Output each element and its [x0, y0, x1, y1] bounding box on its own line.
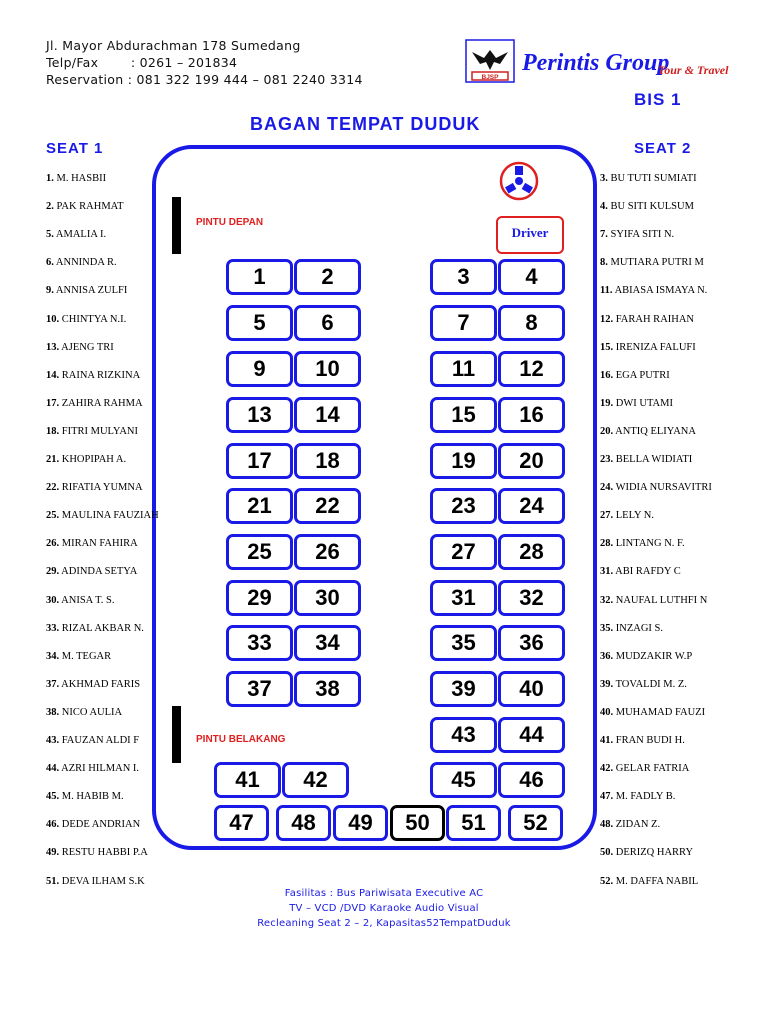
passenger-seat-number: 14. — [46, 369, 60, 381]
passenger-name: RESTU HABBI P.A — [61, 847, 148, 859]
seat-2[interactable]: 2 — [294, 259, 361, 295]
passenger-seat-number: 43. — [46, 735, 60, 746]
left-passenger-row — [46, 819, 140, 830]
passenger-seat-number: 6. — [46, 257, 54, 269]
right-passenger-row — [600, 370, 670, 381]
page-title: BAGAN TEMPAT DUDUK — [250, 114, 481, 134]
passenger-name: DEDE ANDRIAN — [61, 819, 141, 831]
seat-15[interactable]: 15 — [430, 397, 497, 433]
passenger-name: IRENIZA FALUFI — [615, 341, 696, 353]
seat-19[interactable]: 19 — [430, 443, 497, 479]
passenger-seat-number: 22. — [46, 482, 60, 494]
passenger-seat-number: 16. — [600, 369, 614, 381]
passenger-seat-number: 23. — [600, 454, 614, 465]
address-line: Jl. Mayor Abdurachman 178 Sumedang — [46, 38, 301, 53]
right-passenger-row — [600, 707, 705, 718]
passenger-seat-number: 13. — [46, 341, 60, 353]
right-passenger-row — [600, 791, 675, 802]
right-passenger-row — [600, 201, 694, 212]
passenger-name: AJENG TRI — [61, 341, 114, 353]
seat-16[interactable]: 16 — [498, 397, 565, 433]
seat-35[interactable]: 35 — [430, 625, 497, 661]
right-passenger-row — [600, 876, 698, 887]
front-door — [172, 197, 181, 254]
left-passenger-row — [46, 651, 111, 662]
passenger-seat-number: 24. — [600, 482, 614, 494]
right-passenger-row — [600, 679, 687, 690]
left-passenger-row — [46, 847, 148, 858]
right-passenger-row — [600, 735, 685, 746]
seat-14[interactable]: 14 — [294, 397, 361, 433]
steering-wheel-icon — [498, 160, 540, 202]
passenger-name: TOVALDI M. Z. — [615, 678, 687, 690]
passenger-seat-number: 31. — [600, 566, 614, 578]
passenger-name: RIFATIA YUMNA — [61, 482, 143, 494]
passenger-seat-number: 42. — [600, 763, 614, 775]
left-passenger-row — [46, 595, 114, 606]
seat-3[interactable]: 3 — [430, 259, 497, 295]
seat-header-right: SEAT 2 — [634, 140, 692, 157]
passenger-seat-number: 52. — [600, 875, 614, 887]
seat-6[interactable]: 6 — [294, 305, 361, 341]
left-passenger-row — [46, 370, 140, 381]
seat-28[interactable]: 28 — [498, 534, 565, 570]
passenger-seat-number: 44. — [46, 763, 60, 775]
passenger-name: M. HASBII — [56, 173, 107, 184]
left-passenger-row — [46, 173, 106, 184]
passenger-seat-number: 48. — [600, 819, 614, 831]
passenger-name: PAK RAHMAT — [56, 201, 124, 213]
passenger-name: FITRI MULYANI — [61, 425, 138, 437]
driver-seat[interactable]: Driver — [496, 216, 564, 254]
seat-18[interactable]: 18 — [294, 443, 361, 479]
passenger-seat-number: 46. — [46, 819, 60, 831]
seat-22[interactable]: 22 — [294, 488, 361, 524]
right-passenger-row — [600, 819, 660, 830]
left-passenger-row — [46, 735, 139, 746]
seat-34[interactable]: 34 — [294, 625, 361, 661]
passenger-seat-number: 47. — [600, 791, 614, 803]
passenger-seat-number: 32. — [600, 594, 614, 606]
seat-10[interactable]: 10 — [294, 351, 361, 387]
passenger-seat-number: 41. — [600, 735, 614, 746]
passenger-name: FARAH RAIHAN — [615, 313, 695, 325]
passenger-seat-number: 37. — [46, 678, 60, 690]
left-passenger-row — [46, 285, 127, 296]
left-passenger-row — [46, 314, 126, 325]
passenger-name: KHOPIPAH A. — [61, 454, 127, 465]
seat-51[interactable]: 51 — [446, 805, 501, 841]
passenger-seat-number: 19. — [600, 397, 614, 409]
logo-badge-text: BJSP — [481, 74, 499, 81]
seat-49[interactable]: 49 — [333, 805, 388, 841]
left-passenger-row — [46, 623, 144, 634]
seat-36[interactable]: 36 — [498, 625, 565, 661]
seat-38[interactable]: 38 — [294, 671, 361, 707]
right-passenger-row — [600, 314, 694, 325]
passenger-seat-number: 17. — [46, 397, 60, 409]
right-passenger-row — [600, 623, 663, 634]
seat-45[interactable]: 45 — [430, 762, 497, 798]
footer-capacity: Recleaning Seat 2 – 2, Kapasitas52TempatDuduk — [257, 918, 511, 929]
passenger-seat-number: 45. — [46, 791, 60, 803]
passenger-name: MUDZAKIR W.P — [615, 650, 693, 662]
left-passenger-row — [46, 791, 124, 802]
passenger-name: NAUFAL LUTHFI N — [615, 594, 708, 606]
passenger-name: ABI RAFDY C — [615, 566, 681, 578]
left-passenger-row — [46, 482, 143, 493]
passenger-name: MAULINA FAUZIAH — [61, 510, 159, 522]
seat-47[interactable]: 47 — [214, 805, 269, 841]
passenger-seat-number: 3. — [600, 173, 608, 184]
left-passenger-row — [46, 257, 117, 268]
passenger-seat-number: 26. — [46, 538, 60, 550]
passenger-name: DWI UTAMI — [615, 397, 673, 409]
seat-21[interactable]: 21 — [226, 488, 293, 524]
seat-50[interactable]: 50 — [390, 805, 445, 841]
passenger-name: CHINTYA N.I. — [61, 313, 127, 325]
telp-label: Telp/Fax — [46, 55, 99, 70]
logo-brand: Perintis Group — [522, 50, 670, 76]
reservation-line: Reservation : 081 322 199 444 – 081 2240 3314 — [46, 72, 363, 87]
passenger-seat-number: 35. — [600, 622, 614, 634]
left-passenger-row — [46, 342, 114, 353]
left-passenger-row — [46, 679, 140, 690]
right-passenger-row — [600, 482, 712, 493]
telp-value: : 0261 – 201834 — [130, 55, 238, 70]
seat-31[interactable]: 31 — [430, 580, 497, 616]
seat-30[interactable]: 30 — [294, 580, 361, 616]
passenger-name: M. DAFFA NABIL — [615, 875, 699, 887]
passenger-name: ADINDA SETYA — [61, 566, 138, 578]
passenger-seat-number: 21. — [46, 454, 60, 465]
right-passenger-row — [600, 510, 654, 521]
left-passenger-row — [46, 201, 124, 212]
passenger-name: LINTANG N. F. — [615, 538, 685, 550]
left-passenger-row — [46, 538, 138, 549]
seat-5[interactable]: 5 — [226, 305, 293, 341]
passenger-name: WIDIA NURSAVITRI — [615, 482, 712, 494]
passenger-name: M. FADLY B. — [615, 791, 676, 803]
passenger-name: MIRAN FAHIRA — [61, 538, 138, 550]
passenger-name: RAINA RIZKINA — [61, 369, 141, 381]
seat-25[interactable]: 25 — [226, 534, 293, 570]
seat-37[interactable]: 37 — [226, 671, 293, 707]
seat-17[interactable]: 17 — [226, 443, 293, 479]
passenger-seat-number: 18. — [46, 425, 60, 437]
passenger-seat-number: 51. — [46, 875, 60, 887]
passenger-name: ABIASA ISMAYA N. — [614, 285, 708, 297]
right-passenger-row — [600, 342, 696, 353]
right-passenger-row — [600, 595, 707, 606]
passenger-name: INZAGI S. — [615, 622, 663, 634]
left-passenger-row — [46, 510, 159, 521]
passenger-name: ZIDAN Z. — [615, 819, 661, 831]
seat-40[interactable]: 40 — [498, 671, 565, 707]
seat-46[interactable]: 46 — [498, 762, 565, 798]
passenger-name: ANNINDA R. — [55, 257, 117, 269]
passenger-seat-number: 49. — [46, 847, 60, 859]
passenger-name: NICO AULIA — [61, 706, 123, 718]
passenger-name: MUHAMAD FAUZI — [615, 706, 706, 718]
seat-24[interactable]: 24 — [498, 488, 565, 524]
passenger-name: ANISA T. S. — [61, 594, 115, 606]
seat-11[interactable]: 11 — [430, 351, 497, 387]
passenger-name: LELY N. — [615, 510, 654, 522]
passenger-seat-number: 27. — [600, 510, 614, 522]
passenger-seat-number: 29. — [46, 566, 60, 578]
right-passenger-row — [600, 398, 673, 409]
passenger-name: M. TEGAR — [61, 650, 112, 662]
passenger-name: FAUZAN ALDI F — [61, 735, 140, 746]
seat-42[interactable]: 42 — [282, 762, 349, 798]
right-passenger-row — [600, 454, 692, 465]
passenger-name: ANTIQ ELIYANA — [615, 425, 696, 437]
passenger-seat-number: 39. — [600, 678, 614, 690]
right-passenger-row — [600, 426, 696, 437]
logo-tagline: Tour & Travel — [658, 63, 729, 77]
seat-20[interactable]: 20 — [498, 443, 565, 479]
passenger-seat-number: 34. — [46, 650, 60, 662]
rear-door-label: PINTU BELAKANG — [196, 734, 286, 745]
passenger-name: RIZAL AKBAR N. — [61, 622, 144, 634]
passenger-name: ANNISA ZULFI — [55, 285, 128, 297]
right-passenger-row — [600, 847, 693, 858]
passenger-seat-number: 36. — [600, 650, 614, 662]
passenger-seat-number: 5. — [46, 229, 54, 241]
right-passenger-row — [600, 285, 707, 296]
seat-29[interactable]: 29 — [226, 580, 293, 616]
passenger-seat-number: 25. — [46, 510, 60, 522]
right-passenger-row — [600, 763, 689, 774]
passenger-name: SYIFA SITI N. — [610, 229, 675, 241]
seat-header-left: SEAT 1 — [46, 140, 104, 157]
seat-7[interactable]: 7 — [430, 305, 497, 341]
left-passenger-row — [46, 398, 143, 409]
passenger-seat-number: 28. — [600, 538, 614, 550]
passenger-name: M. HABIB M. — [61, 791, 124, 803]
seat-1[interactable]: 1 — [226, 259, 293, 295]
seat-44[interactable]: 44 — [498, 717, 565, 753]
passenger-name: AZRI HILMAN I. — [61, 763, 140, 775]
seat-23[interactable]: 23 — [430, 488, 497, 524]
seat-8[interactable]: 8 — [498, 305, 565, 341]
passenger-seat-number: 4. — [600, 201, 608, 213]
seat-12[interactable]: 12 — [498, 351, 565, 387]
left-passenger-row — [46, 763, 139, 774]
left-passenger-row — [46, 229, 106, 240]
right-passenger-row — [600, 651, 692, 662]
passenger-seat-number: 15. — [600, 341, 614, 353]
left-passenger-row — [46, 876, 145, 887]
rear-door — [172, 706, 181, 763]
company-logo — [464, 38, 734, 86]
footer-av: TV – VCD /DVD Karaoke Audio Visual — [289, 903, 479, 914]
passenger-seat-number: 2. — [46, 201, 54, 213]
left-passenger-row — [46, 707, 122, 718]
seat-4[interactable]: 4 — [498, 259, 565, 295]
seat-43[interactable]: 43 — [430, 717, 497, 753]
passenger-name: ZAHIRA RAHMA — [61, 397, 143, 409]
telp-line — [46, 55, 237, 70]
right-passenger-row — [600, 257, 704, 268]
passenger-seat-number: 50. — [600, 847, 614, 859]
passenger-seat-number: 10. — [46, 313, 60, 325]
passenger-seat-number: 7. — [600, 229, 608, 241]
seat-48[interactable]: 48 — [276, 805, 331, 841]
footer-facilities: Fasilitas : Bus Pariwisata Executive AC — [284, 888, 484, 899]
passenger-seat-number: 20. — [600, 425, 614, 437]
passenger-name: GELAR FATRIA — [615, 763, 690, 775]
right-passenger-row — [600, 173, 697, 184]
right-passenger-row — [600, 229, 674, 240]
passenger-name: AKHMAD FARIS — [61, 678, 141, 690]
passenger-name: AMALIA I. — [55, 229, 107, 241]
seat-32[interactable]: 32 — [498, 580, 565, 616]
seat-41[interactable]: 41 — [214, 762, 281, 798]
seat-39[interactable]: 39 — [430, 671, 497, 707]
passenger-seat-number: 8. — [600, 257, 608, 269]
seat-27[interactable]: 27 — [430, 534, 497, 570]
passenger-name: MUTIARA PUTRI M — [610, 257, 704, 269]
seat-13[interactable]: 13 — [226, 397, 293, 433]
passenger-seat-number: 11. — [600, 285, 613, 297]
seat-26[interactable]: 26 — [294, 534, 361, 570]
passenger-name: DEVA ILHAM S.K — [61, 875, 145, 887]
seat-33[interactable]: 33 — [226, 625, 293, 661]
front-door-label: PINTU DEPAN — [196, 217, 264, 228]
passenger-seat-number: 40. — [600, 706, 614, 718]
left-passenger-row — [46, 426, 138, 437]
passenger-name: BELLA WIDIATI — [615, 454, 693, 465]
bus-label: BIS 1 — [634, 90, 682, 109]
seat-9[interactable]: 9 — [226, 351, 293, 387]
passenger-seat-number: 33. — [46, 622, 60, 634]
passenger-name: BU SITI KULSUM — [610, 201, 694, 213]
right-passenger-row — [600, 566, 681, 577]
right-passenger-row — [600, 538, 685, 549]
passenger-seat-number: 12. — [600, 313, 614, 325]
left-passenger-row — [46, 454, 126, 465]
seat-52[interactable]: 52 — [508, 805, 563, 841]
passenger-seat-number: 38. — [46, 706, 60, 718]
passenger-name: EGA PUTRI — [615, 369, 670, 381]
passenger-seat-number: 1. — [46, 173, 54, 184]
passenger-seat-number: 30. — [46, 594, 60, 606]
left-passenger-row — [46, 566, 137, 577]
passenger-seat-number: 9. — [46, 285, 54, 297]
passenger-name: BU TUTI SUMIATI — [610, 173, 697, 184]
passenger-name: FRAN BUDI H. — [615, 735, 685, 746]
passenger-name: DERIZQ HARRY — [615, 847, 694, 859]
